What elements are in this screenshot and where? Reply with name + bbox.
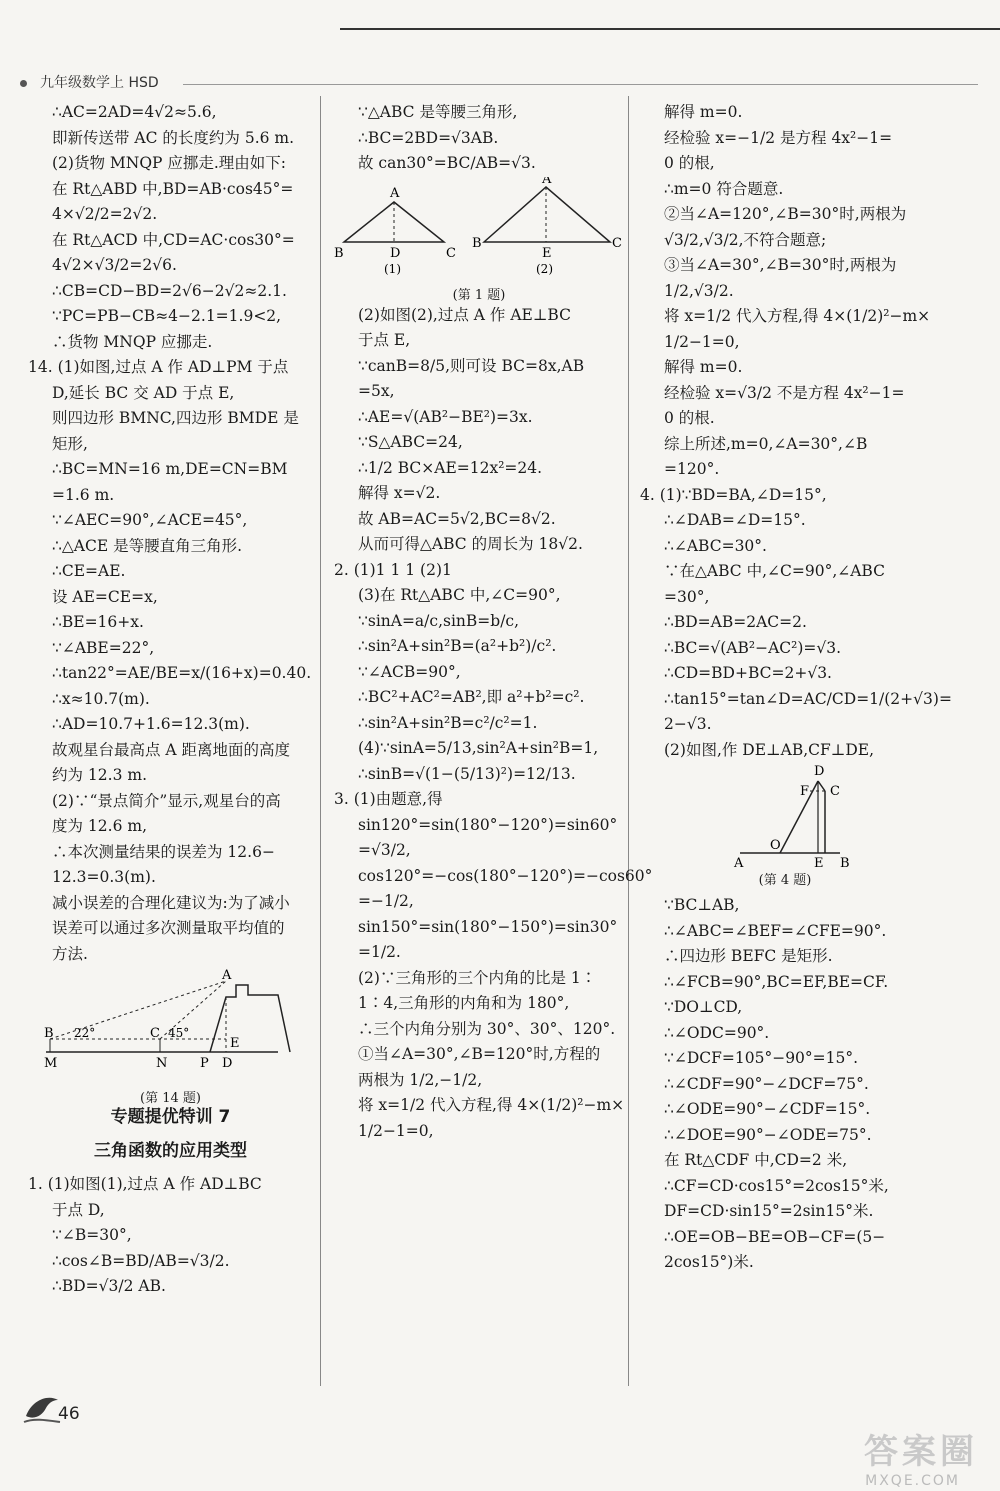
text-line: ∵在△ABC 中,∠C=90°,∠ABC	[664, 562, 885, 580]
figure-1	[334, 177, 624, 303]
text-line: (2)如图(2),过点 A 作 AE⊥BC	[358, 305, 571, 324]
answer-block-2-3	[334, 303, 653, 1145]
text-line: ∵∠DCF=105°−90°=15°.	[664, 1049, 859, 1067]
text-line: 4√2×√3/2=2√6.	[52, 256, 177, 274]
text-line: 14. (1)如图,过点 A 作 AD⊥PM 于点	[28, 358, 289, 376]
fig4-label-D: D	[814, 764, 825, 779]
text-line: ∴∠FCB=90°,BC=EF,BE=CF.	[664, 972, 889, 991]
answer-block-1	[28, 1172, 313, 1300]
fig14-angle-22: 22°	[74, 1026, 96, 1040]
text-line: (2)货物 MNQP 应挪走.理由如下:	[52, 154, 287, 172]
fig4-label-B: B	[840, 856, 850, 871]
section-subtitle: 三角函数的应用类型	[94, 1140, 247, 1161]
text-line: ∴AD=10.7+1.6=12.3(m).	[52, 715, 250, 733]
text-line: ∵sinA=a/c,sinB=b/c,	[358, 611, 520, 630]
text-line: (3)在 Rt△ABC 中,∠C=90°,	[358, 586, 561, 604]
text-line: ∴本次测量结果的误差为 12.6−	[52, 842, 275, 861]
fig1a-label-B: B	[334, 245, 344, 261]
text-line: ∴m=0 符合题意.	[664, 179, 784, 198]
text-line: ∴∠ODC=90°.	[664, 1023, 770, 1042]
text-line: 12.3=0.3(m).	[52, 868, 156, 886]
text-line: 解得 m=0.	[664, 103, 743, 121]
text-line: ∴sin²A+sin²B=c²/c²=1.	[358, 713, 538, 732]
text-line: 方法.	[52, 944, 88, 963]
text-line: 即新传送带 AC 的长度约为 5.6 m.	[52, 128, 295, 147]
page-header	[18, 72, 978, 96]
answer-block-13	[28, 100, 313, 355]
fig4-label-A: A	[734, 856, 744, 871]
fig1b-label-C: C	[612, 235, 622, 251]
text-line: 在 Rt△CDF 中,CD=2 米,	[664, 1151, 848, 1169]
text-line: 约为 12.3 m.	[52, 766, 147, 784]
text-line: ∵canB=8/5,则可设 BC=8x,AB	[358, 356, 585, 375]
text-line: ∴∠ABC=30°.	[664, 536, 767, 555]
text-line: ∵∠AEC=90°,∠ACE=45°,	[52, 511, 248, 529]
text-line: 0 的根,	[664, 154, 715, 172]
text-line: =√3/2,	[358, 841, 411, 859]
fig1b-label-E: E	[542, 245, 552, 261]
fig14-label-C: C	[150, 1026, 160, 1041]
text-line: ∴∠DAB=∠D=15°.	[664, 511, 806, 529]
text-line: ∵PC=PB−CB≈4−2.1=1.9<2,	[52, 307, 282, 325]
text-line: 故 AB=AC=5√2,BC=8√2.	[358, 509, 556, 528]
header-rule	[183, 84, 978, 85]
text-line: 1/2−1=0,	[358, 1121, 434, 1140]
text-line: 故观星台最高点 A 距离地面的高度	[52, 740, 291, 759]
text-line: (2)∵三角形的三个内角的比是 1∶	[358, 968, 597, 987]
text-line: 解得 m=0.	[664, 358, 743, 376]
text-line: 两根为 1/2,−1/2,	[358, 1070, 483, 1089]
text-line: 于点 E,	[358, 331, 411, 349]
fig1b-label-A: A	[542, 176, 552, 187]
text-line: 3. (1)由题意,得	[334, 790, 443, 808]
text-line: 将 x=1/2 代入方程,得 4×(1/2)²−m×	[358, 1096, 625, 1114]
text-line: ∴AE=√(AB²−BE²)=3x.	[358, 407, 533, 426]
text-line: 2−√3.	[664, 715, 712, 733]
fig1a-label-D: D	[390, 245, 401, 261]
text-line: 将 x=1/2 代入方程,得 4×(1/2)²−m×	[664, 307, 931, 325]
text-line: ∴BE=16+x.	[52, 613, 144, 631]
text-line: 2cos15°)米.	[664, 1253, 754, 1271]
column-divider-2	[628, 96, 629, 1386]
dolphin-logo-icon	[22, 1390, 62, 1426]
text-line: ∵∠ACB=90°,	[358, 662, 461, 681]
fig4-label-F: F	[800, 784, 810, 799]
figure-4-caption: (第 4 题)	[758, 872, 812, 888]
text-line: 度为 12.6 m,	[52, 817, 147, 835]
fig14-label-A: A	[222, 968, 232, 983]
text-line: 设 AE=CE=x,	[52, 587, 158, 606]
text-line: ∴CF=CD·cos15°=2cos15°米,	[664, 1176, 889, 1195]
text-line: 经检验 x=√3/2 不是方程 4x²−1=	[664, 383, 905, 402]
text-line: ②当∠A=120°,∠B=30°时,两根为	[664, 205, 907, 223]
answer-block-4-cont	[640, 893, 930, 1276]
text-line: =120°.	[664, 460, 720, 478]
fig4-label-C: C	[830, 784, 840, 799]
watermark-url: MXQE.COM	[865, 1473, 960, 1489]
figure-4	[640, 763, 930, 893]
text-line: ∵DO⊥CD,	[664, 998, 743, 1016]
text-line: ∴cos∠B=BD/AB=√3/2.	[52, 1251, 230, 1270]
text-line: 1∶4,三角形的内角和为 180°,	[358, 994, 570, 1012]
text-line: 故 can30°=BC/AB=√3.	[358, 154, 536, 172]
text-line: sin120°=sin(180°−120°)=sin60°	[358, 815, 618, 834]
text-line: ∵∠ABE=22°,	[52, 638, 155, 657]
text-line: 于点 D,	[52, 1200, 105, 1219]
text-line: 矩形,	[52, 434, 88, 453]
figure-14-caption: (第 14 题)	[140, 1090, 201, 1106]
text-line: ∴sin²A+sin²B=(a²+b²)/c².	[358, 637, 557, 655]
text-line: ∴BC=√(AB²−AC²)=√3.	[664, 638, 842, 657]
text-line: 则四边形 BMNC,四边形 BMDE 是	[52, 409, 299, 427]
figure-1-svg	[334, 177, 624, 275]
fig4-label-E: E	[814, 856, 824, 871]
text-line: ∴∠CDF=90°−∠DCF=75°.	[664, 1074, 869, 1093]
text-line: 2. (1)1 1 1 (2)1	[334, 560, 452, 579]
text-line: 减小误差的合理化建议为:为了减小	[52, 893, 290, 912]
fig14-label-N: N	[156, 1056, 168, 1071]
answer-block-14	[28, 355, 313, 967]
text-line: 综上所述,m=0,∠A=30°,∠B	[664, 434, 868, 453]
text-line: 1/2,√3/2.	[664, 281, 734, 300]
text-line: (2)∵“景点简介”显示,观星台的高	[52, 791, 281, 810]
text-line: ∵S△ABC=24,	[358, 433, 463, 451]
fig1a-label-A: A	[390, 185, 400, 201]
text-line: 在 Rt△ABD 中,BD=AB·cos45°=	[52, 179, 294, 198]
text-line: ∴BC=2BD=√3AB.	[358, 128, 499, 147]
figure-1-caption: (第 1 题)	[452, 288, 506, 303]
page-number: 46	[58, 1404, 80, 1424]
column-1	[28, 100, 313, 1300]
text-line: 从而可得△ABC 的周长为 18√2.	[358, 535, 583, 553]
fig14-label-P: P	[200, 1056, 209, 1071]
text-line: ∴BC=MN=16 m,DE=CN=BM	[52, 460, 288, 478]
text-line: =−1/2,	[358, 892, 414, 910]
text-line: 4. (1)∵BD=BA,∠D=15°,	[640, 485, 827, 504]
text-line: ∴BC²+AC²=AB²,即 a²+b²=c².	[358, 688, 585, 706]
fig14-label-E: E	[230, 1036, 240, 1051]
text-line: ∴△ACE 是等腰直角三角形.	[52, 536, 243, 555]
text-line: 0 的根.	[664, 409, 715, 427]
text-line: 在 Rt△ACD 中,CD=AC·cos30°=	[52, 230, 295, 249]
text-line: ∵∠B=30°,	[52, 1226, 132, 1244]
top-rule	[340, 28, 1000, 30]
answer-block-3-4	[640, 100, 952, 763]
fig14-label-D: D	[222, 1056, 233, 1071]
fig14-label-M: M	[44, 1056, 58, 1071]
fig1a-label-C: C	[446, 245, 456, 261]
column-3	[640, 100, 952, 1276]
text-line: ∴tan22°=AE/BE=x/(16+x)=0.40.	[52, 664, 312, 682]
text-line: 解得 x=√2.	[358, 484, 441, 502]
text-line: ①当∠A=30°,∠B=120°时,方程的	[358, 1045, 601, 1063]
text-line: ∴x≈10.7(m).	[52, 689, 150, 708]
text-line: ∴四边形 BEFC 是矩形.	[664, 947, 833, 965]
text-line: cos120°=−cos(180°−120°)=−cos60°	[358, 866, 653, 885]
text-line: sin150°=sin(180°−150°)=sin30°	[358, 917, 618, 936]
text-line: ③当∠A=30°,∠B=30°时,两根为	[664, 256, 897, 274]
text-line: ∴CD=BD+BC=2+√3.	[664, 664, 832, 682]
text-line: ∴OE=OB−BE=OB−CF=(5−	[664, 1227, 886, 1246]
figure-4-svg	[640, 763, 930, 873]
text-line: ∴货物 MNQP 应挪走.	[52, 332, 213, 351]
text-line: =1.6 m.	[52, 485, 115, 504]
text-line: ∴BD=√3/2 AB.	[52, 1277, 166, 1295]
watermark: 答案圈	[864, 1432, 978, 1472]
figure-14	[28, 967, 313, 1106]
text-line: ∵△ABC 是等腰三角形,	[358, 103, 518, 121]
text-line: ∴CE=AE.	[52, 562, 126, 580]
text-line: ∴AC=2AD=4√2≈5.6,	[52, 103, 217, 121]
fig1-sub-2: (2)	[536, 261, 553, 275]
column-divider-1	[320, 96, 321, 1386]
figure-14-svg	[28, 967, 313, 1077]
fig14-angle-45: 45°	[168, 1026, 190, 1040]
text-line: 经检验 x=−1/2 是方程 4x²−1=	[664, 128, 893, 147]
text-line: 4×√2/2=2√2.	[52, 205, 158, 223]
text-line: ∴1/2 BC×AE=12x²=24.	[358, 458, 543, 477]
fig4-label-O: O	[770, 838, 781, 853]
text-line: ∴BD=AB=2AC=2.	[664, 613, 807, 631]
text-line: ∵BC⊥AB,	[664, 896, 740, 914]
fig14-label-B: B	[44, 1026, 54, 1041]
fig1b-label-B: B	[472, 235, 482, 251]
column-2	[334, 100, 653, 1144]
answer-block-1-cont	[334, 100, 624, 177]
text-line: ∴CB=CD−BD=2√6−2√2≈2.1.	[52, 281, 287, 300]
text-line: ∴∠DOE=90°−∠ODE=75°.	[664, 1125, 872, 1144]
text-line: =1/2.	[358, 943, 401, 961]
text-line: 误差可以通过多次测量取平均值的	[52, 919, 285, 937]
header-title: 九年级数学上 HSD	[40, 75, 159, 91]
text-line: (4)∵sinA=5/13,sin²A+sin²B=1,	[358, 739, 599, 757]
text-line: (2)如图,作 DE⊥AB,CF⊥DE,	[664, 740, 874, 759]
text-line: =5x,	[358, 382, 395, 400]
header-bullet-icon	[20, 80, 27, 87]
text-line: 1. (1)如图(1),过点 A 作 AD⊥BC	[28, 1175, 262, 1193]
text-line: ∴三个内角分别为 30°、30°、120°.	[358, 1019, 616, 1038]
text-line: ∴sinB=√(1−(5/13)²)=12/13.	[358, 764, 576, 783]
text-line: ∴tan15°=tan∠D=AC/CD=1/(2+√3)=	[664, 689, 952, 708]
fig1-sub-1: (1)	[384, 261, 401, 275]
text-line: 1/2−1=0,	[664, 332, 740, 351]
text-line: D,延长 BC 交 AD 于点 E,	[52, 383, 235, 402]
text-line: DF=CD·sin15°=2sin15°米.	[664, 1202, 874, 1220]
text-line: ∴∠ABC=∠BEF=∠CFE=90°.	[664, 921, 887, 940]
text-line: √3/2,√3/2,不符合题意;	[664, 230, 827, 249]
text-line: ∴∠ODE=90°−∠CDF=15°.	[664, 1100, 871, 1118]
text-line: =30°,	[664, 587, 710, 606]
section-title: 专题提优特训 7	[110, 1107, 231, 1127]
